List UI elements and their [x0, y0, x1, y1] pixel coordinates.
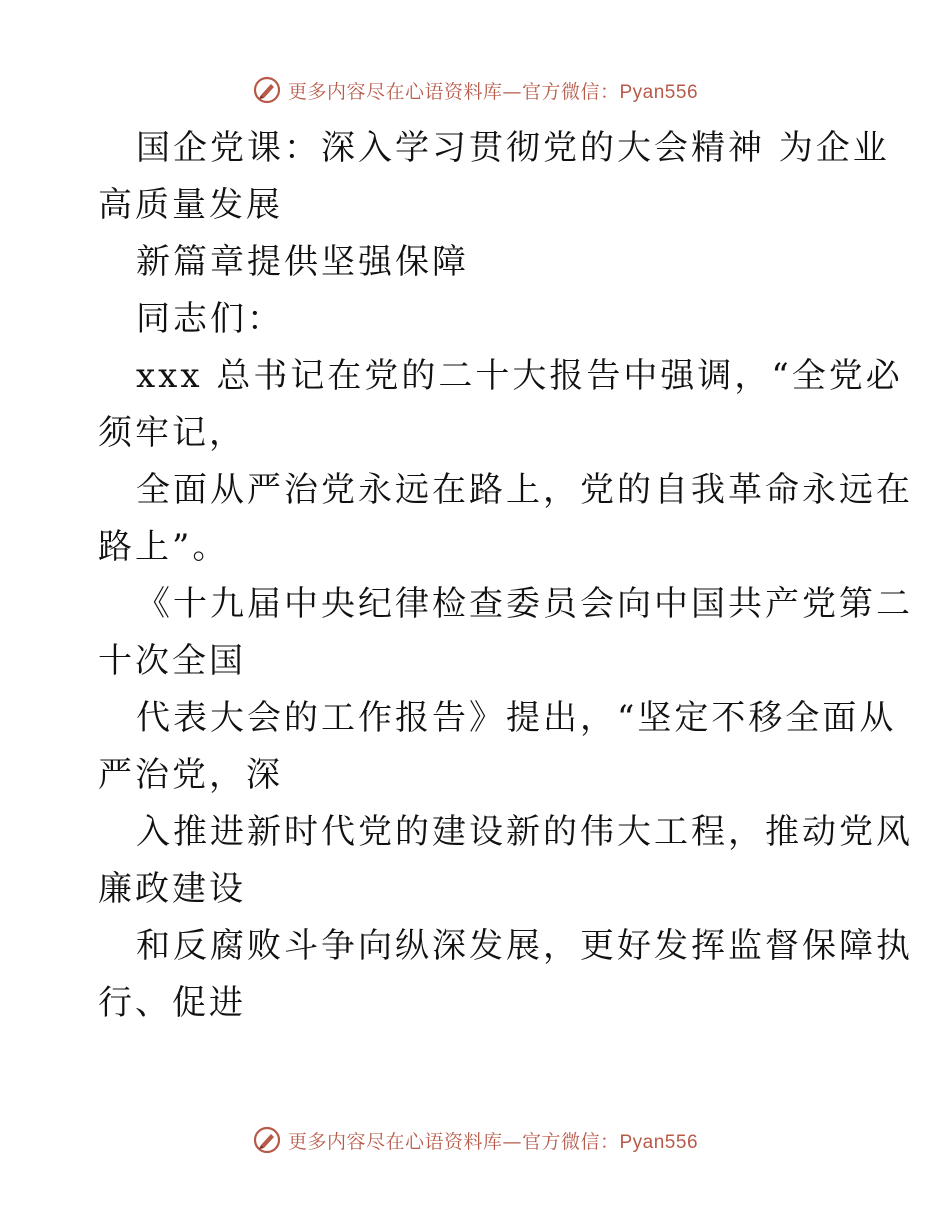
body-line: 十次全国 [98, 641, 246, 681]
title-line-3: 新篇章提供坚强保障 [136, 242, 469, 282]
body-line: 须牢记， [98, 413, 246, 453]
body-line: 代表大会的工作报告》提出，“坚定不移全面从 [136, 698, 897, 738]
header-banner-label: 更多内容尽在心语资料库—官方微信： [287, 80, 620, 103]
footer-banner-id: Pyan556 [619, 1131, 699, 1153]
footer-banner-label: 更多内容尽在心语资料库—官方微信： [287, 1130, 620, 1153]
pen-logo-icon [252, 75, 282, 105]
footer-banner-text [288, 1127, 698, 1154]
header-banner-text [288, 77, 698, 104]
body-line: 全面从严治党永远在路上，党的自我革命永远在 [136, 470, 913, 510]
body-line: 和反腐败斗争向纵深发展，更好发挥监督保障执 [136, 926, 913, 966]
footer-watermark [0, 1120, 950, 1160]
header-watermark [0, 70, 950, 110]
pen-logo-icon [252, 1125, 282, 1155]
body-line: 行、促进 [98, 983, 246, 1023]
title-line-1: 国企党课：深入学习贯彻党的大会精神 为企业 [136, 128, 890, 168]
body-line: 严治党，深 [98, 755, 283, 795]
body-line: xxx 总书记在党的二十大报告中强调，“全党必 [136, 356, 903, 396]
body-line: 入推进新时代党的建设新的伟大工程，推动党风 [136, 812, 913, 852]
document-body [98, 120, 913, 1032]
body-line: 廉政建设 [98, 869, 246, 909]
body-line: 路上”。 [98, 527, 230, 567]
salutation: 同志们： [136, 299, 284, 339]
body-line: 《十九届中央纪律检查委员会向中国共产党第二 [136, 584, 913, 624]
title-line-2: 高质量发展 [98, 185, 283, 225]
header-banner-id: Pyan556 [619, 81, 699, 103]
